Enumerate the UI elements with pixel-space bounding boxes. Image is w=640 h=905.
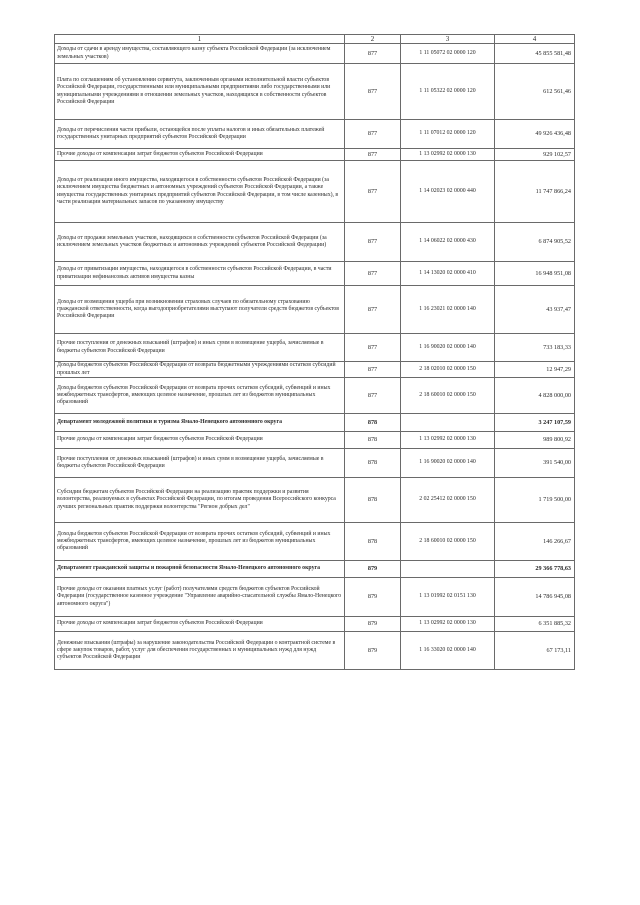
document-page bbox=[54, 34, 574, 670]
column-header-2: 2 bbox=[345, 35, 401, 44]
revenue-name-cell: Доходы бюджетов субъектов Российской Федерации от возврата прочих остатков субсидий, субвенций и иных межбюджетных трансфертов, имеющих целевое назначение, прошлых лет из бюджетов муниципальных образований bbox=[55, 523, 345, 561]
budget-code-cell: 1 14 02023 02 0000 440 bbox=[401, 161, 495, 223]
revenue-name-cell: Прочие поступления от денежных взысканий (штрафов) и иных сумм в возмещение ущерба, зачисляемые в бюджеты субъектов Российской Федерации bbox=[55, 449, 345, 478]
column-header-3: 3 bbox=[401, 35, 495, 44]
budget-code-cell: 1 14 06022 02 0000 430 bbox=[401, 223, 495, 262]
admin-code-cell: 877 bbox=[345, 286, 401, 334]
admin-code-cell: 877 bbox=[345, 378, 401, 414]
budget-code-cell: 1 13 02992 02 0000 130 bbox=[401, 149, 495, 161]
revenue-name-cell: Плата по соглашениям об установлении сервитута, заключенным органами исполнительной власти субъектов Российской Федерации, государственными или муниципальными предприятиями либо государственными или муниципальными учреждениями в отношении земельных участков, находящихся в собственности субъектов Российской Федерации bbox=[55, 64, 345, 120]
admin-code-cell: 877 bbox=[345, 334, 401, 362]
budget-code-cell: 1 13 02992 02 0000 130 bbox=[401, 432, 495, 449]
budget-code-cell: 1 13 01992 02 0151 130 bbox=[401, 578, 495, 617]
table-row bbox=[55, 262, 575, 286]
revenue-name-cell: Доходы от продажи земельных участков, находящихся в собственности субъектов Российской Федерации (за исключением земельных участков бюджетных и автономных учреждений субъектов Российской Федерации) bbox=[55, 223, 345, 262]
admin-code-cell: 878 bbox=[345, 523, 401, 561]
table-row bbox=[55, 44, 575, 64]
revenue-name-cell: Прочие доходы от компенсации затрат бюджетов субъектов Российской Федерации bbox=[55, 149, 345, 161]
table-row bbox=[55, 578, 575, 617]
budget-code-cell: 1 16 23021 02 0000 140 bbox=[401, 286, 495, 334]
budget-code-cell: 1 11 05322 02 0000 120 bbox=[401, 64, 495, 120]
table-row-department bbox=[55, 414, 575, 432]
admin-code-cell: 879 bbox=[345, 617, 401, 632]
revenue-name-cell: Прочие доходы от компенсации затрат бюджетов субъектов Российской Федерации bbox=[55, 432, 345, 449]
table-row bbox=[55, 149, 575, 161]
budget-code-cell bbox=[401, 561, 495, 578]
amount-cell: 6 874 905,52 bbox=[495, 223, 575, 262]
budget-code-cell bbox=[401, 414, 495, 432]
table-row bbox=[55, 161, 575, 223]
admin-code-cell: 879 bbox=[345, 632, 401, 670]
admin-code-cell: 877 bbox=[345, 362, 401, 378]
table-row bbox=[55, 223, 575, 262]
table-row bbox=[55, 64, 575, 120]
amount-cell: 4 828 000,00 bbox=[495, 378, 575, 414]
revenue-name-cell: Денежные взыскания (штрафы) за нарушение законодательства Российской Федерации о контрактной системе в сфере закупок товаров, работ, услуг для обеспечения государственных и муниципальных нужд для нужд субъектов Российской Федерации bbox=[55, 632, 345, 670]
budget-code-cell: 2 18 60010 02 0000 150 bbox=[401, 378, 495, 414]
column-header-4: 4 bbox=[495, 35, 575, 44]
amount-cell: 49 926 436,48 bbox=[495, 120, 575, 149]
table-row-department bbox=[55, 561, 575, 578]
admin-code-cell: 877 bbox=[345, 161, 401, 223]
amount-cell: 391 540,00 bbox=[495, 449, 575, 478]
amount-cell: 43 937,47 bbox=[495, 286, 575, 334]
revenue-name-cell: Доходы от возмещения ущерба при возникновении страховых случаев по обязательному страхованию гражданской ответственности, когда выгодоприобретателями выступают получатели средств бюджетов субъектов Российской Федерации bbox=[55, 286, 345, 334]
amount-cell: 3 247 107,59 bbox=[495, 414, 575, 432]
table-body bbox=[55, 44, 575, 670]
admin-code-cell: 878 bbox=[345, 414, 401, 432]
amount-cell: 989 800,92 bbox=[495, 432, 575, 449]
admin-code-cell: 879 bbox=[345, 561, 401, 578]
revenue-name-cell: Субсидии бюджетам субъектов Российской Федерации на реализацию практик поддержки и развития волонтерства, реализуемых в субъектах Российской Федерации, по итогам проведения Всероссийского конкурса лучших региональных практик поддержки волонтерства "Регион добрых дел" bbox=[55, 478, 345, 523]
table-row bbox=[55, 334, 575, 362]
amount-cell: 29 366 778,63 bbox=[495, 561, 575, 578]
amount-cell: 45 855 581,48 bbox=[495, 44, 575, 64]
admin-code-cell: 879 bbox=[345, 578, 401, 617]
table-row bbox=[55, 632, 575, 670]
budget-code-cell: 1 16 90020 02 0000 140 bbox=[401, 334, 495, 362]
table-row bbox=[55, 286, 575, 334]
revenue-name-cell: Департамент молодежной политики и туризма Ямало-Ненецкого автономного округа bbox=[55, 414, 345, 432]
revenue-name-cell: Доходы бюджетов субъектов Российской Федерации от возврата бюджетными учреждениями остатков субсидий прошлых лет bbox=[55, 362, 345, 378]
budget-code-cell: 1 11 07012 02 0000 120 bbox=[401, 120, 495, 149]
table-row bbox=[55, 449, 575, 478]
admin-code-cell: 877 bbox=[345, 44, 401, 64]
budget-code-cell: 2 18 02010 02 0000 150 bbox=[401, 362, 495, 378]
admin-code-cell: 877 bbox=[345, 120, 401, 149]
table-row bbox=[55, 478, 575, 523]
revenue-name-cell: Департамент гражданской защиты и пожарной безопасности Ямало-Ненецкого автономного округа bbox=[55, 561, 345, 578]
budget-code-cell: 2 18 60010 02 0000 150 bbox=[401, 523, 495, 561]
table-row bbox=[55, 432, 575, 449]
table-row bbox=[55, 378, 575, 414]
amount-cell: 14 786 945,08 bbox=[495, 578, 575, 617]
revenue-name-cell: Прочие доходы от оказания платных услуг (работ) получателями средств бюджетов субъектов Российской Федерации (государственное казенное учреждение "Управление аварийно-спасательной службы Ямало-Ненецкого автономного округа") bbox=[55, 578, 345, 617]
revenue-name-cell: Доходы бюджетов субъектов Российской Федерации от возврата прочих остатков субсидий, субвенций и иных межбюджетных трансфертов, имеющих целевое назначение, прошлых лет из бюджетов муниципальных образований bbox=[55, 378, 345, 414]
budget-code-cell: 1 13 02992 02 0000 130 bbox=[401, 617, 495, 632]
admin-code-cell: 877 bbox=[345, 149, 401, 161]
amount-cell: 67 173,11 bbox=[495, 632, 575, 670]
admin-code-cell: 877 bbox=[345, 223, 401, 262]
revenue-name-cell: Доходы от сдачи в аренду имущества, составляющего казну субъекта Российской Федерации (за исключением земельных участков) bbox=[55, 44, 345, 64]
table-row bbox=[55, 617, 575, 632]
amount-cell: 1 719 500,00 bbox=[495, 478, 575, 523]
admin-code-cell: 878 bbox=[345, 478, 401, 523]
admin-code-cell: 878 bbox=[345, 449, 401, 478]
amount-cell: 6 351 885,32 bbox=[495, 617, 575, 632]
revenue-table bbox=[54, 34, 575, 670]
budget-code-cell: 1 16 90020 02 0000 140 bbox=[401, 449, 495, 478]
column-header-1: 1 bbox=[55, 35, 345, 44]
admin-code-cell: 878 bbox=[345, 432, 401, 449]
table-row bbox=[55, 523, 575, 561]
revenue-name-cell: Доходы от перечисления части прибыли, остающейся после уплаты налогов и иных обязательных платежей государственных унитарных предприятий субъектов Российской Федерации bbox=[55, 120, 345, 149]
admin-code-cell: 877 bbox=[345, 64, 401, 120]
amount-cell: 146 266,67 bbox=[495, 523, 575, 561]
amount-cell: 733 183,33 bbox=[495, 334, 575, 362]
amount-cell: 612 561,46 bbox=[495, 64, 575, 120]
revenue-name-cell: Доходы от реализации иного имущества, находящегося в собственности субъектов Российской Федерации (за исключением имущества бюджетных и автономных учреждений субъектов Российской Федерации, а также имущества государственных унитарных предприятий субъектов Российской Федерации, в том числе казенных), в части реализации материальных запасов по указанному имуществу bbox=[55, 161, 345, 223]
table-row bbox=[55, 362, 575, 378]
amount-cell: 16 948 951,08 bbox=[495, 262, 575, 286]
budget-code-cell: 1 11 05072 02 0000 120 bbox=[401, 44, 495, 64]
revenue-name-cell: Прочие поступления от денежных взысканий (штрафов) и иных сумм в возмещение ущерба, зачисляемые в бюджеты субъектов Российской Федерации bbox=[55, 334, 345, 362]
amount-cell: 12 947,29 bbox=[495, 362, 575, 378]
revenue-name-cell: Доходы от приватизации имущества, находящегося в собственности субъектов Российской Федерации, в части приватизации нефинансовых активов имущества казны bbox=[55, 262, 345, 286]
amount-cell: 11 747 866,24 bbox=[495, 161, 575, 223]
budget-code-cell: 1 16 33020 02 0000 140 bbox=[401, 632, 495, 670]
revenue-name-cell: Прочие доходы от компенсации затрат бюджетов субъектов Российской Федерации bbox=[55, 617, 345, 632]
amount-cell: 929 102,57 bbox=[495, 149, 575, 161]
budget-code-cell: 1 14 13020 02 0000 410 bbox=[401, 262, 495, 286]
table-row bbox=[55, 120, 575, 149]
budget-code-cell: 2 02 25412 02 0000 150 bbox=[401, 478, 495, 523]
admin-code-cell: 877 bbox=[345, 262, 401, 286]
table-header-row bbox=[55, 35, 575, 44]
